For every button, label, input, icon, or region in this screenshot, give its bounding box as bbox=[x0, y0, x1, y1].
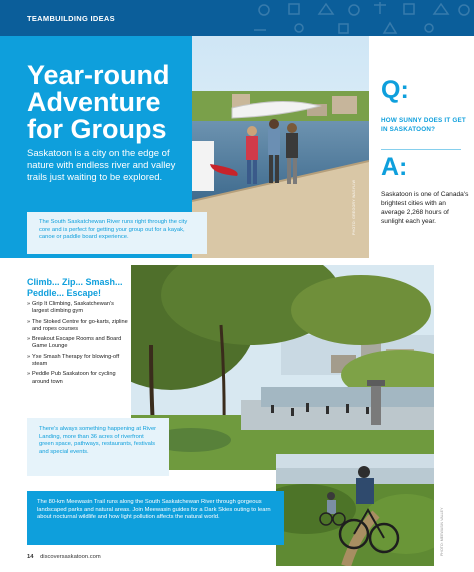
river-landing-photo bbox=[131, 265, 434, 470]
page-footer bbox=[27, 554, 101, 560]
river-caption: The South Saskatchewan River runs right through the city core and is perfect for getting your group out for a kayak, canoe or paddle board experience. bbox=[39, 219, 188, 241]
qa-divider bbox=[381, 149, 461, 150]
page-title bbox=[27, 62, 202, 143]
activities-heading: Climb... Zip... Smash... Peddle... Escape! bbox=[27, 277, 123, 298]
section-header-bar bbox=[0, 0, 474, 36]
list-item: » The Stoked Centre for go-karts, zipline and ropes courses bbox=[27, 319, 129, 333]
hero-intro: Saskatoon is a city on the edge of nature with endless river and valley trails just waiting to be explored. bbox=[27, 148, 176, 183]
list-item: » Yxe Smash Therapy for blowing-off steam bbox=[27, 354, 129, 368]
kayak-photo-credit: PHOTO: GREGORY WASYLIW bbox=[352, 179, 356, 235]
footer-site: discoversaskatoon.com bbox=[40, 554, 101, 560]
list-item: » Breakout Escape Rooms and Board Game Lounge bbox=[27, 336, 129, 350]
decorative-icon-pattern bbox=[244, 0, 474, 36]
title-line-1: Year-round bbox=[27, 60, 170, 90]
question-letter: Q: bbox=[381, 76, 409, 104]
title-line-3: for Groups bbox=[27, 114, 167, 144]
meewasin-trail-caption: The 80-km Meewasin Trail runs along the South Saskatchewan River through gorgeous landscaped parks and natural areas. Join Meewasin guides for a Dark Skies outing to learn about nocturnal wildlife and how light pollution affects the natural world. bbox=[37, 499, 271, 521]
mountain-bike-photo bbox=[276, 454, 434, 566]
page-number: 14 bbox=[27, 554, 34, 560]
meewasin-trail-caption-box bbox=[27, 491, 284, 545]
question-text: HOW SUNNY DOES IT GET IN SASKATOON? bbox=[381, 117, 466, 133]
bike-photo-credit: PHOTO: MEEWASIN VALLEY bbox=[440, 507, 444, 556]
river-landing-caption-box bbox=[27, 418, 169, 476]
answer-text: Saskatoon is one of Canada's brightest cities with an average 2,268 hours of sunlight each year. bbox=[381, 191, 469, 225]
kayak-photo bbox=[192, 36, 369, 258]
activities-list bbox=[27, 301, 129, 389]
list-item: » Peddle Pub Saskatoon for cycling around town bbox=[27, 371, 129, 385]
title-line-2: Adventure bbox=[27, 87, 161, 117]
river-caption-box bbox=[27, 212, 207, 254]
section-label: TEAMBUILDING IDEAS bbox=[27, 14, 115, 23]
river-landing-caption: There's always something happening at River Landing, more than 36 acres of riverfront green space, pathways, restaurants, festivals and special events. bbox=[39, 426, 157, 455]
answer-letter: A: bbox=[381, 153, 408, 181]
list-item: » Grip It Climbing, Saskatchewan's largest climbing gym bbox=[27, 301, 129, 315]
qa-sidebar bbox=[369, 36, 474, 258]
